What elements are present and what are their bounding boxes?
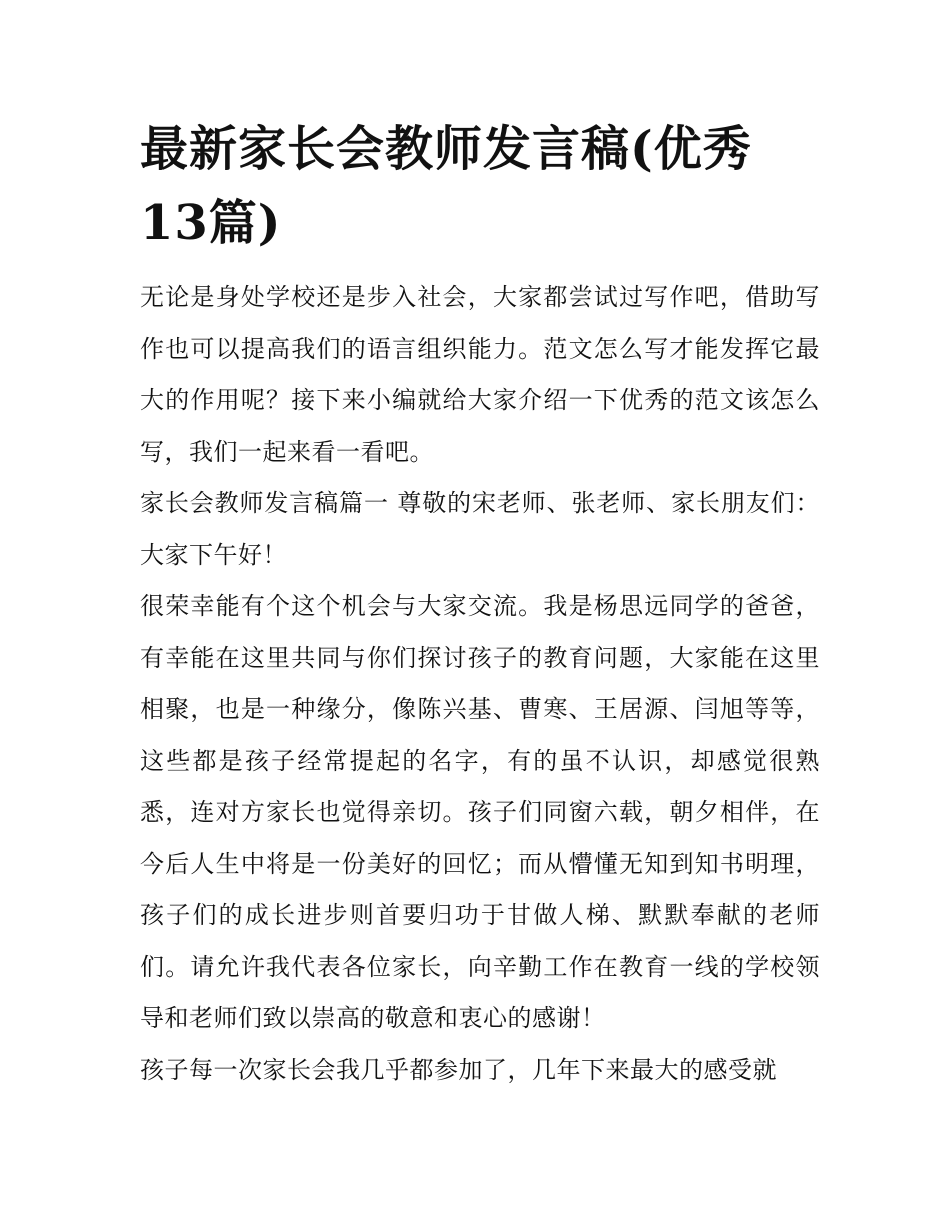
greeting-paragraph: 家长会教师发言稿篇一 尊敬的宋老师、张老师、家长朋友们： 大家下午好！ — [140, 489, 820, 569]
document-title: 最新家长会教师发言稿(优秀13篇) — [140, 121, 752, 251]
document-body — [140, 112, 820, 1096]
intro-paragraph: 无论是身处学校还是步入社会，大家都尝试过写作吧，借助写作也可以提高我们的语言组织能力。范文怎么写才能发挥它最大的作用呢？接下来小编就给大家介绍一下优秀的范文该怎么写，我们一起来看一看吧。 — [140, 283, 820, 466]
closing-paragraph: 孩子每一次家长会我几乎都参加了，几年下来最大的感受就 — [140, 1055, 777, 1084]
body-paragraph: 很荣幸能有个这个机会与大家交流。我是杨思远同学的爸爸，有幸能在这里共同与你们探讨孩子的教育问题，大家能在这里相聚，也是一种缘分，像陈兴基、曹寒、王居源、闫旭等等，这些都是孩子经常提起的名字，有的虽不认识，却感觉很熟悉，连对方家长也觉得亲切。孩子们同窗六载，朝夕相伴，在今后人生中将是一份美好的回忆；而从懵懂无知到知书明理，孩子们的成长进步则首要归功于甘做人梯、默默奉献的老师们。请允许我代表各位家长，向辛勤工作在教育一线的学校领导和老师们致以崇高的敬意和衷心的感谢！ — [140, 592, 820, 1032]
